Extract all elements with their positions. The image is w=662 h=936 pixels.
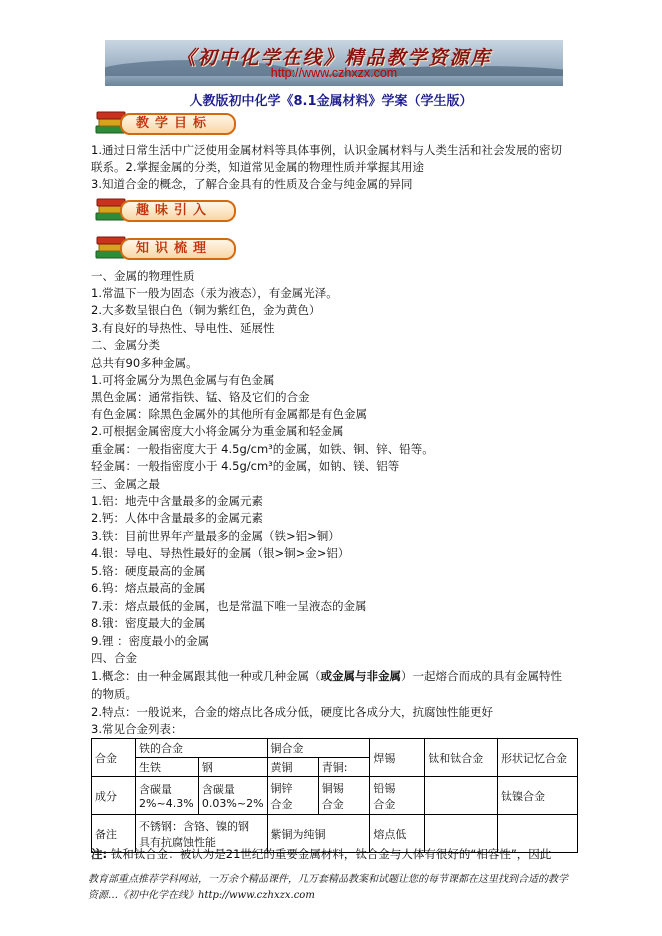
body-line: 6.钨：熔点最高的金属 <box>91 581 206 595</box>
goal-line: 联系。2.掌握金属的分类，知道常见金属的物理性质并掌握其用途 <box>91 160 424 174</box>
table-cell <box>267 777 318 815</box>
body-line: 1.常温下一般为固态（汞为液态），有金属光泽。 <box>91 286 338 300</box>
body-line: 三、金属之最 <box>91 477 160 491</box>
table-cell: 钛和钛合金 <box>425 739 498 777</box>
body-line: 黑色金属：通常指铁、锰、铬及它们的合金 <box>91 390 310 404</box>
body-line: 9.锂 ：密度最小的金属 <box>91 634 210 648</box>
body-line: 2.可根据金属密度大小将金属分为重金属和轻金属 <box>91 424 344 438</box>
section-intro-label: 趣味引入 <box>120 200 236 222</box>
cell-line: 具有抗腐蚀性能 <box>139 835 217 849</box>
table-cell: 钛镍合金 <box>497 777 577 815</box>
section-header-knowledge <box>94 233 236 261</box>
cell-line: 不锈钢：含铬、镍的钢 <box>139 819 250 833</box>
body-line: 2.钙：人体中含量最多的金属元素 <box>91 511 263 525</box>
alloy-concept-bold: 或金属与非金属 <box>320 669 401 683</box>
body-line: 1.可将金属分为黑色金属与有色金属 <box>91 373 275 387</box>
body-line: 5.铬：硬度最高的金属 <box>91 564 206 578</box>
table-cell: 铜合金 <box>267 739 370 758</box>
body-line: 四、合金 <box>91 651 137 665</box>
banner-title: 《初中化学在线》精品教学资源库 <box>176 47 492 69</box>
section-header-intro <box>94 195 236 223</box>
alloy-feature: 2.特点：一般说来，合金的熔点比各成分低，硬度比各成分大，抗腐蚀性能更好 <box>91 705 493 719</box>
footer-line: 教育部重点推荐学科网站，一万余个精品课件，几万套精品教案和试题让您的每节课都在这里找到合适的教学 <box>88 874 568 885</box>
body-line: 一、金属的物理性质 <box>91 269 195 283</box>
cell-line: 2%~4.3% <box>139 797 194 810</box>
table-cell: 黄铜 <box>267 758 318 777</box>
table-cell: 生铁 <box>136 758 199 777</box>
table-cell: 钢 <box>198 758 267 777</box>
table-cell: 焊锡 <box>370 739 425 777</box>
table-cell: 备注 <box>92 815 136 853</box>
table-cell: 熔点低 <box>370 815 425 853</box>
cell-line: 合金 <box>373 797 396 811</box>
table-cell: 紫铜为纯铜 <box>267 815 370 853</box>
body-line: 1.铝：地壳中含量最多的金属元素 <box>91 494 263 508</box>
section-goals-label: 教学目标 <box>120 113 236 135</box>
body-line: 4.银：导电、导热性最好的金属（银>铜>金>铝） <box>91 546 350 560</box>
section-knowledge-label: 知识梳理 <box>120 238 236 260</box>
ti-note-text: 钛和钛合金：被认为是21世纪的重要金属材料，钛合金与人体有很好的“相容性”，因此 <box>110 847 552 861</box>
cell-line: 铜锡 <box>321 781 344 795</box>
cell-line: 含碳量 <box>201 783 235 796</box>
table-cell <box>370 777 425 815</box>
body-line: 2.大多数呈银白色（铜为紫红色，金为黄色） <box>91 303 321 317</box>
table-cell <box>425 777 498 815</box>
table-cell: 铁的合金 <box>136 739 267 758</box>
body-line: 7.汞：熔点最低的金属，也是常温下唯一呈液态的金属 <box>91 599 367 613</box>
section-header-goals <box>94 108 236 136</box>
alloy-concept-line2: 的物质。 <box>91 687 137 701</box>
table-cell <box>318 777 370 815</box>
body-line: 二、金属分类 <box>91 338 160 352</box>
body-line: 3.有良好的导热性、导电性、延展性 <box>91 321 275 335</box>
table-cell <box>136 777 199 815</box>
body-line: 3.铁：目前世界年产量最多的金属（铁>铝>铜） <box>91 529 340 543</box>
cell-line: 铜锌 <box>270 781 293 795</box>
banner-url[interactable]: http://www.czhxzx.com <box>270 66 398 80</box>
cell-line: 0.03%~2% <box>201 797 264 810</box>
document-title: 人教版初中化学《8.1金属材料》学案（学生版） <box>189 94 473 109</box>
body-line: 总共有90多种金属。 <box>91 356 198 370</box>
table-cell: 青铜: <box>318 758 370 777</box>
ti-note <box>91 846 551 862</box>
body-line: 有色金属：除黑色金属外的其他所有金属都是有色金属 <box>91 407 367 421</box>
alloy-concept-prefix: 1.概念：由一种金属跟其他一种或几种金属（ <box>91 669 321 683</box>
goal-line: 1.通过日常生活中广泛使用金属材料等具体事例，认识金属材料与人类生活和社会发展的密切 <box>91 143 562 157</box>
cell-line: 含碳量 <box>139 783 173 796</box>
goal-line: 3.知道合金的概念，了解合金具有的性质及合金与纯金属的异同 <box>91 177 413 191</box>
table-cell: 形状记忆合金 <box>497 739 577 777</box>
footer-line[interactable]: 资源…《初中化学在线》http://www.czhxzx.com <box>88 890 315 901</box>
header-banner <box>105 40 563 86</box>
alloy-table-title: 3.常见合金列表： <box>91 722 183 736</box>
body-line: 轻金属：一般指密度小于 4.5g/cm³的金属，如钠、镁、铝等 <box>91 459 400 473</box>
body-line: 8.锇：密度最大的金属 <box>91 616 206 630</box>
table-cell: 成分 <box>92 777 136 815</box>
table-cell: 合金 <box>92 739 136 777</box>
cell-line: 铅锡 <box>373 781 396 795</box>
ti-note-label: 注: <box>91 847 108 861</box>
alloy-concept-suffix: ）一起熔合而成的具有金属特性 <box>400 669 562 683</box>
alloy-table <box>91 738 578 853</box>
table-row <box>92 739 578 758</box>
cell-line: 合金 <box>270 797 293 811</box>
table-row <box>92 777 578 815</box>
table-cell <box>198 777 267 815</box>
alloy-concept <box>91 668 562 684</box>
cell-line: 合金 <box>321 797 344 811</box>
body-line: 重金属：一般指密度大于 4.5g/cm³的金属，如铁、铜、锌、铅等。 <box>91 442 434 456</box>
